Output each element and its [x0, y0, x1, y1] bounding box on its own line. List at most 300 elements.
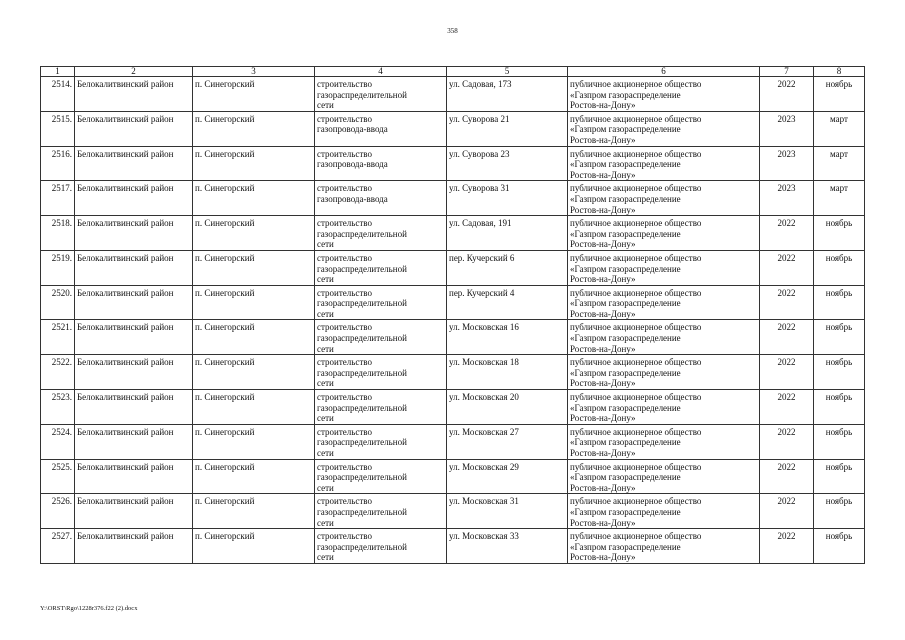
work-type-cell — [315, 111, 447, 146]
month-cell — [814, 494, 865, 529]
table-row — [41, 146, 865, 181]
organization-cell-line: «Газпром газораспределение — [570, 541, 681, 552]
row-number-line: 2517. — [51, 183, 72, 194]
column-header: 5 — [447, 67, 568, 77]
district-cell — [75, 390, 193, 425]
month-cell-line: ноябрь — [825, 252, 853, 263]
month-cell-line: ноябрь — [825, 322, 853, 333]
organization-cell-line: «Газпром газораспределение — [570, 89, 681, 100]
work-type-cell-line: газораспределительной — [317, 333, 407, 344]
organization-cell-line: «Газпром газораспределение — [570, 228, 681, 239]
month-cell — [814, 355, 865, 390]
table-row — [41, 424, 865, 459]
organization-cell — [568, 424, 760, 459]
year-cell — [760, 529, 814, 564]
column-header: 3 — [193, 67, 315, 77]
address-cell — [447, 355, 568, 390]
address-cell — [447, 424, 568, 459]
work-type-cell-line: сети — [317, 482, 334, 493]
address-cell-line: ул. Суворова 23 — [449, 148, 510, 159]
work-type-cell-line: строительство — [317, 287, 372, 298]
locality-cell-line: п. Синегорский — [195, 496, 255, 507]
organization-cell — [568, 459, 760, 494]
organization-cell-line: Ростов-на-Дону» — [570, 100, 636, 111]
work-type-cell — [315, 355, 447, 390]
organization-cell-line: Ростов-на-Дону» — [570, 274, 636, 285]
organization-cell-line: «Газпром газораспределение — [570, 333, 681, 344]
month-cell — [814, 320, 865, 355]
work-type-cell-line: газораспределительной — [317, 367, 407, 378]
year-cell-line: 2022 — [777, 461, 796, 472]
row-number — [41, 529, 75, 564]
work-type-cell-line: строительство — [317, 322, 372, 333]
district-cell-line: Белокалитвинский район — [77, 287, 174, 298]
organization-cell — [568, 285, 760, 320]
organization-cell — [568, 320, 760, 355]
row-number-line: 2520. — [51, 287, 72, 298]
row-number — [41, 494, 75, 529]
row-number-line: 2523. — [51, 392, 72, 403]
district-cell — [75, 111, 193, 146]
month-cell — [814, 250, 865, 285]
year-cell-line: 2022 — [777, 426, 796, 437]
locality-cell-line: п. Синегорский — [195, 531, 255, 542]
month-cell — [814, 459, 865, 494]
district-cell — [75, 320, 193, 355]
locality-cell — [193, 285, 315, 320]
organization-cell-line: «Газпром газораспределение — [570, 367, 681, 378]
locality-cell-line: п. Синегорский — [195, 113, 255, 124]
locality-cell-line: п. Синегорский — [195, 252, 255, 263]
work-type-cell — [315, 529, 447, 564]
row-number-line: 2526. — [51, 496, 72, 507]
organization-cell — [568, 250, 760, 285]
work-type-cell-line: сети — [317, 274, 334, 285]
table-row — [41, 459, 865, 494]
address-cell-line: ул. Московская 33 — [449, 531, 519, 542]
locality-cell-line: п. Синегорский — [195, 287, 255, 298]
month-cell — [814, 529, 865, 564]
month-cell-line: ноябрь — [825, 357, 853, 368]
page-number: 358 — [447, 27, 458, 35]
year-cell — [760, 77, 814, 112]
work-type-cell-line: строительство — [317, 496, 372, 507]
work-type-cell — [315, 77, 447, 112]
year-cell — [760, 355, 814, 390]
organization-cell — [568, 77, 760, 112]
address-cell — [447, 390, 568, 425]
organization-cell — [568, 355, 760, 390]
row-number — [41, 111, 75, 146]
locality-cell-line: п. Синегорский — [195, 392, 255, 403]
address-cell-line: пер. Кучерский 6 — [449, 252, 515, 263]
month-cell-line: ноябрь — [825, 426, 853, 437]
organization-cell-line: «Газпром газораспределение — [570, 506, 681, 517]
row-number — [41, 355, 75, 390]
work-type-cell-line: строительство — [317, 531, 372, 542]
table-row — [41, 494, 865, 529]
organization-cell-line: публичное акционерное общество — [570, 218, 702, 229]
district-cell — [75, 494, 193, 529]
locality-cell — [193, 77, 315, 112]
work-type-cell — [315, 216, 447, 251]
work-type-cell — [315, 390, 447, 425]
row-number — [41, 285, 75, 320]
table-row — [41, 111, 865, 146]
address-cell-line: ул. Московская 27 — [449, 426, 519, 437]
work-type-cell-line: сети — [317, 308, 334, 319]
year-cell — [760, 285, 814, 320]
organization-cell-line: публичное акционерное общество — [570, 496, 702, 507]
organization-cell-line: Ростов-на-Дону» — [570, 448, 636, 458]
month-cell-line: ноябрь — [825, 496, 853, 507]
row-number — [41, 146, 75, 181]
organization-cell-line: публичное акционерное общество — [570, 392, 702, 403]
row-number-line: 2514. — [51, 79, 72, 89]
organization-cell-line: публичное акционерное общество — [570, 148, 702, 159]
organization-cell-line: публичное акционерное общество — [570, 357, 702, 368]
row-number-line: 2516. — [51, 148, 72, 159]
district-cell-line: Белокалитвинский район — [77, 148, 174, 159]
year-cell — [760, 181, 814, 216]
work-type-cell-line: строительство — [317, 461, 372, 472]
organization-cell — [568, 181, 760, 216]
organization-cell-line: «Газпром газораспределение — [570, 472, 681, 483]
column-header: 2 — [75, 67, 193, 77]
address-cell-line: ул. Садовая, 173 — [449, 79, 512, 89]
locality-cell-line: п. Синегорский — [195, 218, 255, 229]
address-cell — [447, 146, 568, 181]
month-cell — [814, 181, 865, 216]
locality-cell — [193, 250, 315, 285]
row-number-line: 2518. — [51, 218, 72, 229]
address-cell-line: ул. Садовая, 191 — [449, 218, 512, 229]
organization-cell-line: Ростов-на-Дону» — [570, 517, 636, 528]
organization-cell-line: публичное акционерное общество — [570, 183, 702, 194]
month-cell-line: ноябрь — [825, 531, 853, 542]
month-cell — [814, 285, 865, 320]
organization-cell-line: Ростов-на-Дону» — [570, 378, 636, 389]
year-cell — [760, 424, 814, 459]
row-number — [41, 390, 75, 425]
month-cell-line: март — [830, 113, 848, 124]
district-cell — [75, 459, 193, 494]
row-number-line: 2524. — [51, 426, 72, 437]
district-cell — [75, 216, 193, 251]
district-cell — [75, 529, 193, 564]
year-cell — [760, 111, 814, 146]
locality-cell — [193, 181, 315, 216]
address-cell-line: ул. Московская 20 — [449, 392, 519, 403]
district-cell-line: Белокалитвинский район — [77, 113, 174, 124]
work-type-cell — [315, 285, 447, 320]
work-type-cell-line: газораспределительной — [317, 228, 407, 239]
work-type-cell-line: сети — [317, 239, 334, 250]
locality-cell — [193, 494, 315, 529]
work-type-cell-line: строительство — [317, 113, 372, 124]
address-cell-line: ул. Суворова 31 — [449, 183, 510, 194]
organization-cell-line: публичное акционерное общество — [570, 461, 702, 472]
work-type-cell-line: газораспределительной — [317, 89, 407, 100]
district-cell — [75, 285, 193, 320]
work-type-cell — [315, 181, 447, 216]
row-number-line: 2522. — [51, 357, 72, 368]
organization-cell — [568, 111, 760, 146]
organization-cell — [568, 146, 760, 181]
organization-cell-line: «Газпром газораспределение — [570, 402, 681, 413]
address-cell — [447, 529, 568, 564]
district-cell-line: Белокалитвинский район — [77, 392, 174, 403]
year-cell — [760, 459, 814, 494]
work-type-cell-line: строительство — [317, 148, 372, 159]
row-number — [41, 459, 75, 494]
work-type-cell-line: строительство — [317, 252, 372, 263]
organization-cell-line: «Газпром газораспределение — [570, 159, 681, 170]
address-cell — [447, 459, 568, 494]
month-cell-line: ноябрь — [825, 79, 853, 89]
work-type-cell-line: газопровода-ввода — [317, 193, 388, 204]
locality-cell — [193, 355, 315, 390]
row-number — [41, 424, 75, 459]
organization-cell-line: публичное акционерное общество — [570, 113, 702, 124]
work-type-cell — [315, 459, 447, 494]
address-cell — [447, 250, 568, 285]
district-cell — [75, 355, 193, 390]
work-type-cell — [315, 424, 447, 459]
address-cell — [447, 285, 568, 320]
table-row — [41, 529, 865, 564]
organization-cell-line: Ростов-на-Дону» — [570, 413, 636, 424]
organization-cell-line: «Газпром газораспределение — [570, 124, 681, 135]
locality-cell — [193, 390, 315, 425]
district-cell — [75, 77, 193, 112]
registry-table — [40, 66, 865, 564]
district-cell — [75, 250, 193, 285]
work-type-cell — [315, 494, 447, 529]
work-type-cell-line: газораспределительной — [317, 506, 407, 517]
district-cell-line: Белокалитвинский район — [77, 531, 174, 542]
table-row — [41, 285, 865, 320]
year-cell — [760, 390, 814, 425]
address-cell — [447, 320, 568, 355]
work-type-cell-line: строительство — [317, 218, 372, 229]
year-cell-line: 2023 — [777, 183, 796, 194]
address-cell-line: ул. Московская 31 — [449, 496, 519, 507]
organization-cell-line: публичное акционерное общество — [570, 531, 702, 542]
work-type-cell-line: газопровода-ввода — [317, 159, 388, 170]
month-cell — [814, 111, 865, 146]
year-cell-line: 2022 — [777, 392, 796, 403]
address-cell — [447, 216, 568, 251]
header-row — [41, 67, 865, 77]
work-type-cell-line: строительство — [317, 183, 372, 194]
work-type-cell-line: строительство — [317, 426, 372, 437]
organization-cell-line: Ростов-на-Дону» — [570, 134, 636, 145]
month-cell — [814, 77, 865, 112]
district-cell — [75, 424, 193, 459]
address-cell — [447, 111, 568, 146]
row-number-line: 2519. — [51, 252, 72, 263]
work-type-cell-line: газораспределительной — [317, 472, 407, 483]
district-cell — [75, 181, 193, 216]
year-cell — [760, 146, 814, 181]
locality-cell — [193, 529, 315, 564]
organization-cell-line: Ростов-на-Дону» — [570, 482, 636, 493]
organization-cell-line: «Газпром газораспределение — [570, 437, 681, 448]
year-cell — [760, 250, 814, 285]
address-cell-line: ул. Суворова 21 — [449, 113, 510, 124]
year-cell — [760, 320, 814, 355]
address-cell — [447, 77, 568, 112]
year-cell-line: 2023 — [777, 113, 796, 124]
organization-cell-line: «Газпром газораспределение — [570, 263, 681, 274]
locality-cell — [193, 320, 315, 355]
address-cell — [447, 181, 568, 216]
work-type-cell-line: сети — [317, 378, 334, 389]
month-cell — [814, 146, 865, 181]
year-cell-line: 2022 — [777, 357, 796, 368]
locality-cell — [193, 216, 315, 251]
locality-cell-line: п. Синегорский — [195, 148, 255, 159]
organization-cell-line: публичное акционерное общество — [570, 252, 702, 263]
organization-cell-line: Ростов-на-Дону» — [570, 343, 636, 354]
organization-cell-line: Ростов-на-Дону» — [570, 308, 636, 319]
locality-cell-line: п. Синегорский — [195, 322, 255, 333]
month-cell-line: ноябрь — [825, 461, 853, 472]
organization-cell-line: Ростов-на-Дону» — [570, 204, 636, 215]
file-path-footer: Y:\ORST\Rgo\1228r376.f22 (2).docx — [40, 605, 138, 612]
district-cell-line: Белокалитвинский район — [77, 218, 174, 229]
work-type-cell-line: газораспределительной — [317, 437, 407, 448]
district-cell-line: Белокалитвинский район — [77, 252, 174, 263]
table-row — [41, 390, 865, 425]
row-number — [41, 250, 75, 285]
work-type-cell-line: газопровода-ввода — [317, 124, 388, 135]
locality-cell-line: п. Синегорский — [195, 183, 255, 194]
locality-cell-line: п. Синегорский — [195, 461, 255, 472]
district-cell-line: Белокалитвинский район — [77, 496, 174, 507]
row-number — [41, 77, 75, 112]
organization-cell-line: публичное акционерное общество — [570, 322, 702, 333]
month-cell — [814, 216, 865, 251]
year-cell-line: 2023 — [777, 148, 796, 159]
column-header: 8 — [814, 67, 865, 77]
work-type-cell-line: сети — [317, 552, 334, 563]
organization-cell — [568, 494, 760, 529]
year-cell-line: 2022 — [777, 287, 796, 298]
month-cell-line: март — [830, 183, 848, 194]
work-type-cell — [315, 320, 447, 355]
year-cell — [760, 494, 814, 529]
column-header: 6 — [568, 67, 760, 77]
month-cell — [814, 424, 865, 459]
year-cell-line: 2022 — [777, 322, 796, 333]
address-cell-line: ул. Московская 18 — [449, 357, 519, 368]
row-number-line: 2515. — [51, 113, 72, 124]
locality-cell — [193, 424, 315, 459]
locality-cell-line: п. Синегорский — [195, 426, 255, 437]
organization-cell — [568, 390, 760, 425]
organization-cell-line: публичное акционерное общество — [570, 287, 702, 298]
work-type-cell-line: строительство — [317, 79, 372, 89]
work-type-cell-line: сети — [317, 413, 334, 424]
organization-cell — [568, 529, 760, 564]
row-number-line: 2525. — [51, 461, 72, 472]
district-cell-line: Белокалитвинский район — [77, 426, 174, 437]
work-type-cell-line: сети — [317, 343, 334, 354]
locality-cell — [193, 111, 315, 146]
column-header: 4 — [315, 67, 447, 77]
month-cell — [814, 390, 865, 425]
work-type-cell-line: газораспределительной — [317, 541, 407, 552]
table-row — [41, 250, 865, 285]
district-cell-line: Белокалитвинский район — [77, 183, 174, 194]
month-cell-line: ноябрь — [825, 218, 853, 229]
year-cell-line: 2022 — [777, 496, 796, 507]
table-row — [41, 320, 865, 355]
locality-cell-line: п. Синегорский — [195, 79, 255, 89]
work-type-cell-line: сети — [317, 517, 334, 528]
row-number-line: 2521. — [51, 322, 72, 333]
locality-cell — [193, 459, 315, 494]
table-row — [41, 181, 865, 216]
organization-cell — [568, 216, 760, 251]
organization-cell-line: «Газпром газораспределение — [570, 298, 681, 309]
district-cell-line: Белокалитвинский район — [77, 322, 174, 333]
address-cell-line: пер. Кучерский 4 — [449, 287, 515, 298]
address-cell-line: ул. Московская 16 — [449, 322, 519, 333]
table-row — [41, 77, 865, 112]
organization-cell-line: Ростов-на-Дону» — [570, 239, 636, 250]
organization-cell-line: «Газпром газораспределение — [570, 193, 681, 204]
work-type-cell-line: строительство — [317, 392, 372, 403]
work-type-cell-line: газораспределительной — [317, 402, 407, 413]
district-cell-line: Белокалитвинский район — [77, 79, 174, 89]
year-cell-line: 2022 — [777, 218, 796, 229]
year-cell-line: 2022 — [777, 531, 796, 542]
locality-cell-line: п. Синегорский — [195, 357, 255, 368]
organization-cell-line: публичное акционерное общество — [570, 79, 702, 89]
column-header: 7 — [760, 67, 814, 77]
table-row — [41, 355, 865, 390]
district-cell-line: Белокалитвинский район — [77, 461, 174, 472]
row-number — [41, 181, 75, 216]
row-number — [41, 320, 75, 355]
year-cell-line: 2022 — [777, 79, 796, 89]
district-cell — [75, 146, 193, 181]
work-type-cell — [315, 146, 447, 181]
table-row — [41, 216, 865, 251]
organization-cell-line: публичное акционерное общество — [570, 426, 702, 437]
year-cell-line: 2022 — [777, 252, 796, 263]
address-cell — [447, 494, 568, 529]
work-type-cell-line: строительство — [317, 357, 372, 368]
work-type-cell-line: газораспределительной — [317, 263, 407, 274]
work-type-cell-line: сети — [317, 448, 334, 458]
district-cell-line: Белокалитвинский район — [77, 357, 174, 368]
month-cell-line: ноябрь — [825, 392, 853, 403]
locality-cell — [193, 146, 315, 181]
month-cell-line: ноябрь — [825, 287, 853, 298]
column-header: 1 — [41, 67, 75, 77]
row-number — [41, 216, 75, 251]
year-cell — [760, 216, 814, 251]
address-cell-line: ул. Московская 29 — [449, 461, 519, 472]
work-type-cell-line: газораспределительной — [317, 298, 407, 309]
row-number-line: 2527. — [51, 531, 72, 542]
organization-cell-line: Ростов-на-Дону» — [570, 552, 636, 563]
month-cell-line: март — [830, 148, 848, 159]
